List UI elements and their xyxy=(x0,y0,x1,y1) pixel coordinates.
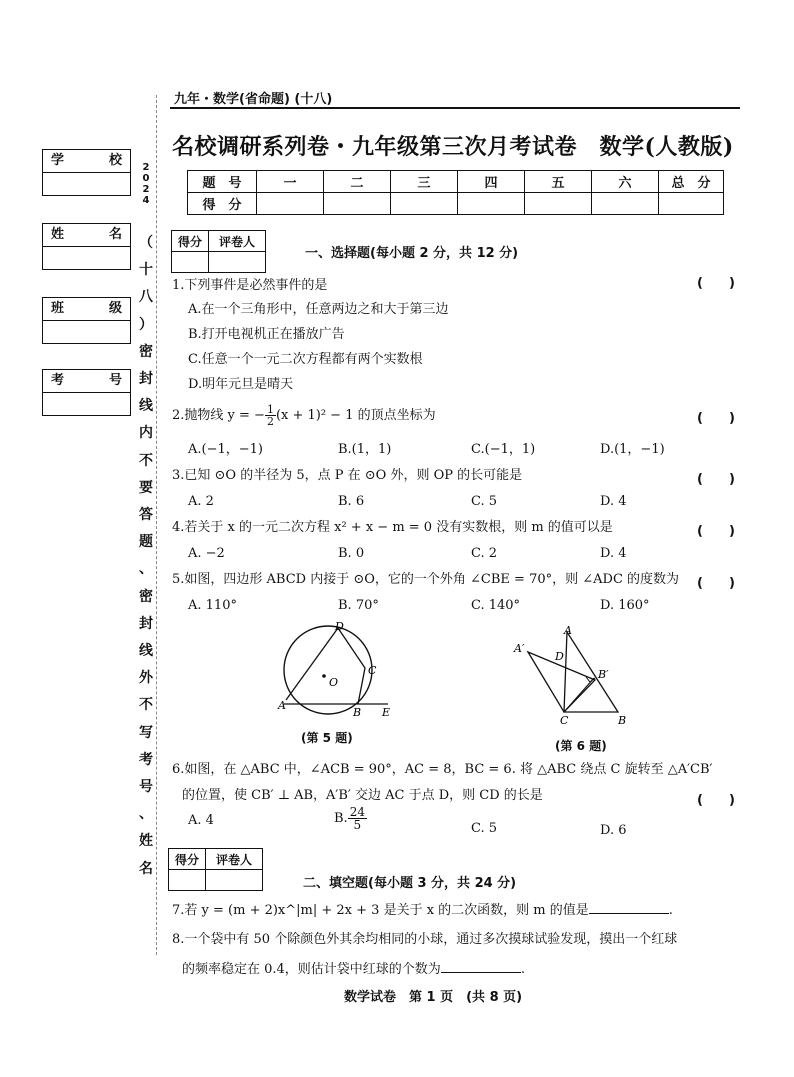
q1-option-b: B.打开电视机正在播放广告 xyxy=(188,327,345,342)
q8-line-2-text: 的频率稳定在 0.4，则估计袋中红球的个数为 xyxy=(182,962,441,977)
q2-stem-b: (x + 1)² − 1 的顶点坐标为 xyxy=(275,407,436,423)
page-footer: 数学试卷 第 1 页 (共 8 页) xyxy=(344,990,523,1005)
seal-char: 封 xyxy=(139,615,153,632)
q1-option-c: C.任意一个一元二次方程都有两个实数根 xyxy=(188,352,423,367)
fig5-label-b: B xyxy=(353,706,362,719)
q4-option-c: C. 2 xyxy=(471,546,498,561)
seal-char: 密 xyxy=(139,588,153,605)
q3-option-a: A. 2 xyxy=(188,494,214,509)
q6-line-1: 6.如图，在 △ABC 中，∠ACB = 90°，AC = 8，BC = 6. 将 △ABC 绕点 C 旋转至 △A′CB′ xyxy=(172,762,713,777)
q6-option-c: C. 5 xyxy=(471,821,498,836)
seal-dashed-line xyxy=(156,95,157,955)
seal-char: 十 xyxy=(139,262,153,279)
exam-number-label-a: 考 xyxy=(51,373,65,388)
name-field[interactable] xyxy=(42,223,131,270)
name-label-b: 名 xyxy=(108,227,122,242)
score-table xyxy=(187,170,724,215)
score-col-1: 一 xyxy=(257,171,324,193)
q7 xyxy=(172,901,673,919)
q5-option-b: B. 70° xyxy=(338,598,379,613)
q2-frac-num: 1 xyxy=(266,403,274,416)
q6-answer-paren[interactable]: ( ) xyxy=(697,793,735,808)
figure-5 xyxy=(272,618,402,723)
seal-char: 外 xyxy=(139,670,153,687)
seal-char: 题 xyxy=(139,534,153,551)
header-rule xyxy=(170,107,740,109)
fig6-triangle-abc xyxy=(564,632,618,712)
fig6-caption: (第 6 题) xyxy=(555,739,607,753)
class-label-a: 班 xyxy=(51,301,65,316)
q4-answer-paren[interactable]: ( ) xyxy=(697,524,735,539)
scorer-score-cell[interactable] xyxy=(169,870,206,891)
seal-char: 名 xyxy=(139,860,153,877)
fig5-label-o: O xyxy=(329,676,339,689)
score-col-total: 总 分 xyxy=(659,171,724,193)
figure-6 xyxy=(506,620,646,730)
score-col-6: 六 xyxy=(592,171,659,193)
q2-option-a: A.(−1，−1) xyxy=(188,442,263,457)
scorer-box-1 xyxy=(171,230,266,273)
fig6-line-cb2 xyxy=(564,678,594,712)
seal-char: 考 xyxy=(139,751,153,768)
q3-option-d: D. 4 xyxy=(600,494,627,509)
q6-line-2: 的位置，使 CB′ ⊥ AB，A′B′ 交边 AC 于点 D，则 CD 的长是 xyxy=(182,788,543,803)
fig6-label-b: B xyxy=(618,714,627,727)
q4-stem: 4.若关于 x 的一元二次方程 x² + x − m = 0 没有实数根，则 m 的值可以是 xyxy=(172,520,613,535)
q8-line-2 xyxy=(182,960,525,978)
seal-char: 要 xyxy=(139,479,153,496)
score-col-2: 二 xyxy=(324,171,391,193)
q2-stem xyxy=(172,404,436,427)
q6-option-b-fraction xyxy=(348,806,367,831)
score-cell[interactable] xyxy=(525,193,592,215)
score-header-label: 题 号 xyxy=(188,171,257,193)
score-cell[interactable] xyxy=(592,193,659,215)
school-label-a: 学 xyxy=(51,153,65,168)
q5-answer-paren[interactable]: ( ) xyxy=(697,576,735,591)
scorer-score-cell[interactable] xyxy=(172,252,209,273)
name-label-a: 姓 xyxy=(51,227,65,242)
q6-option-b-num: 24 xyxy=(349,805,365,819)
scorer-grader-label: 评卷人 xyxy=(209,231,266,252)
q5-option-d: D. 160° xyxy=(600,598,650,613)
score-cell[interactable] xyxy=(659,193,724,215)
q5-stem: 5.如图，四边形 ABCD 内接于 ⊙O，它的一个外角 ∠CBE = 70°，则 ∠ADC 的度数为 xyxy=(172,572,680,587)
vertical-year-digit: 4 xyxy=(142,195,150,206)
seal-char: 密 xyxy=(139,343,153,360)
scorer-score-label: 得分 xyxy=(169,849,206,870)
seal-char: 、 xyxy=(139,806,153,823)
score-cell[interactable] xyxy=(257,193,324,215)
fig6-label-d: D xyxy=(555,650,564,663)
q3-option-b: B. 6 xyxy=(338,494,365,509)
q3-answer-paren[interactable]: ( ) xyxy=(697,472,735,487)
class-label-b: 级 xyxy=(108,301,122,316)
header-subtitle: 九年・数学(省命题) (十八) xyxy=(174,92,333,107)
fig5-label-d: D xyxy=(335,620,344,633)
q2-frac-den: 2 xyxy=(266,415,274,428)
exam-number-field[interactable] xyxy=(42,369,131,416)
seal-char: 线 xyxy=(139,398,153,415)
q6-option-d: D. 6 xyxy=(600,823,627,838)
q4-option-d: D. 4 xyxy=(600,546,627,561)
seal-char: 、 xyxy=(139,561,153,578)
q3-stem: 3.已知 ⊙O 的半径为 5，点 P 在 ⊙O 外，则 OP 的长可能是 xyxy=(172,468,523,483)
seal-char: 姓 xyxy=(139,833,153,850)
score-cell[interactable] xyxy=(458,193,525,215)
school-field[interactable] xyxy=(42,149,131,196)
q2-option-d: D.(1，−1) xyxy=(600,442,665,457)
seal-char: 线 xyxy=(139,643,153,659)
q8-answer-blank[interactable] xyxy=(441,960,521,973)
scorer-score-label: 得分 xyxy=(172,231,209,252)
fig5-center-dot xyxy=(322,674,326,678)
score-col-5: 五 xyxy=(525,171,592,193)
q1-option-d: D.明年元旦是晴天 xyxy=(188,377,294,392)
fig6-label-c: C xyxy=(560,714,569,727)
seal-char: 八 xyxy=(139,289,153,306)
fig5-label-c: C xyxy=(368,664,377,677)
q1-stem: 1.下列事件是必然事件的是 xyxy=(172,278,328,293)
vertical-year-digit: 0 xyxy=(142,173,150,184)
page-title: 名校调研系列卷・九年级第三次月考试卷 数学(人教版) xyxy=(172,134,734,160)
q8-line-1: 8.一个袋中有 50 个除颜色外其余均相同的小球，通过多次摸球试验发现，摸出一个红球 xyxy=(172,932,678,947)
score-cell[interactable] xyxy=(391,193,458,215)
q1-answer-paren[interactable]: ( ) xyxy=(697,276,735,291)
fig5-label-a: A xyxy=(278,699,286,712)
q2-stem-a: 2.抛物线 y = − xyxy=(172,407,265,423)
seal-char: 封 xyxy=(139,371,153,387)
score-col-3: 三 xyxy=(391,171,458,193)
seal-char: ） xyxy=(139,316,153,333)
q5-option-c: C. 140° xyxy=(471,598,521,613)
fig6-label-b-prime: B′ xyxy=(598,668,609,681)
q2-option-c: C.(−1，1) xyxy=(471,442,536,457)
score-row-label: 得 分 xyxy=(188,193,257,215)
q3-option-c: C. 5 xyxy=(471,494,498,509)
seal-char: 不 xyxy=(139,697,153,714)
fig5-label-e: E xyxy=(382,706,391,719)
seal-char: 号 xyxy=(139,779,153,795)
q6-option-b xyxy=(334,806,367,831)
vertical-year xyxy=(140,162,152,206)
q7-answer-blank[interactable] xyxy=(589,901,669,914)
fig5-caption: (第 5 题) xyxy=(301,731,353,745)
q6-option-a: A. 4 xyxy=(188,813,214,828)
q7-end: . xyxy=(668,903,673,918)
q2-option-b: B.(1，1) xyxy=(338,442,392,457)
vertical-year-digit: 2 xyxy=(142,162,150,173)
q8-end: . xyxy=(520,962,525,977)
q2-answer-paren[interactable]: ( ) xyxy=(697,411,735,426)
q7-text: 7.若 y = (m + 2)x^|m| + 2x + 3 是关于 x 的二次函数，则 m 的值是 xyxy=(172,903,589,918)
seal-char: 内 xyxy=(139,425,153,442)
scorer-box-2 xyxy=(168,848,263,891)
q4-option-a: A. −2 xyxy=(188,546,225,561)
seal-char: 答 xyxy=(139,507,153,523)
school-label-b: 校 xyxy=(108,153,122,168)
class-field[interactable] xyxy=(42,297,131,344)
fig6-label-a-prime: A′ xyxy=(514,642,525,655)
q6-option-b-den: 5 xyxy=(353,818,362,832)
q1-option-a: A.在一个三角形中，任意两边之和大于第三边 xyxy=(188,302,449,317)
seal-char: （ xyxy=(139,235,153,251)
scorer-grader-label: 评卷人 xyxy=(206,849,263,870)
section-2-title: 二、填空题(每小题 3 分，共 24 分) xyxy=(303,876,517,891)
scorer-grader-cell[interactable] xyxy=(206,870,263,891)
q6-option-b-prefix: B. xyxy=(334,810,348,826)
fig6-label-a: A xyxy=(564,624,572,637)
fig5-quadrilateral xyxy=(286,628,365,704)
seal-char: 写 xyxy=(139,724,153,741)
exam-number-label-b: 号 xyxy=(108,373,122,388)
q4-option-b: B. 0 xyxy=(338,546,365,561)
q2-fraction xyxy=(265,404,276,427)
scorer-grader-cell[interactable] xyxy=(209,252,266,273)
score-col-4: 四 xyxy=(458,171,525,193)
q5-option-a: A. 110° xyxy=(188,598,237,613)
section-1-title: 一、选择题(每小题 2 分，共 12 分) xyxy=(305,246,519,261)
score-cell[interactable] xyxy=(324,193,391,215)
vertical-year-digit: 2 xyxy=(142,184,150,195)
seal-char: 不 xyxy=(139,452,153,469)
